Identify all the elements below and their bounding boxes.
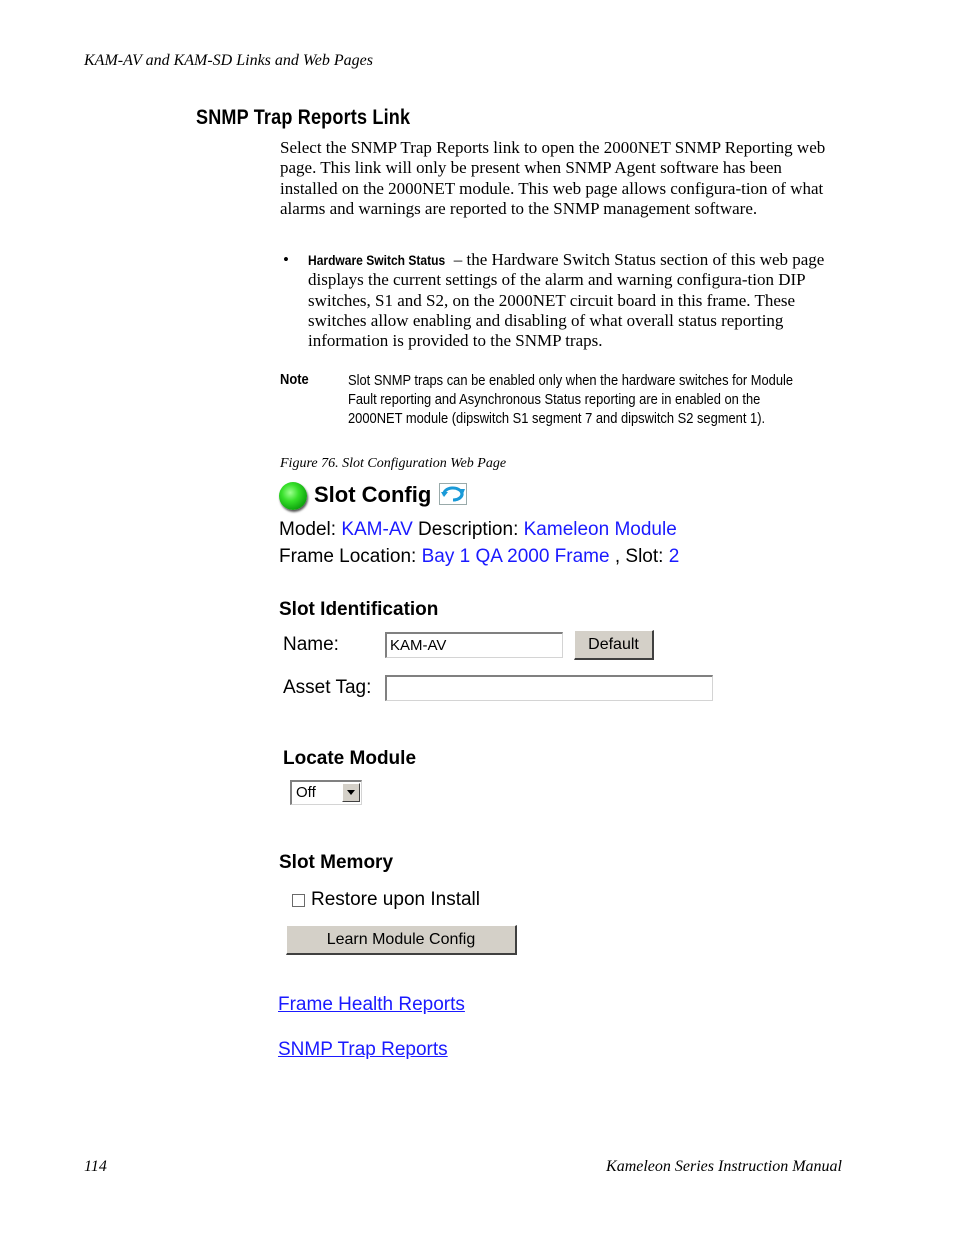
chevron-down-icon[interactable] — [342, 783, 360, 802]
frame-location-label: Frame Location: — [279, 546, 422, 567]
manual-title: Kameleon Series Instruction Manual — [606, 1158, 842, 1175]
note-label: Note — [280, 371, 309, 388]
model-value[interactable]: KAM-AV — [341, 519, 413, 540]
name-input[interactable] — [385, 632, 563, 658]
locate-module-selected: Off — [296, 784, 316, 801]
description-value[interactable]: Kameleon Module — [523, 519, 677, 540]
bullet-paragraph — [308, 250, 844, 351]
locate-module-heading: Locate Module — [283, 748, 417, 769]
figure-caption: Figure 76. Slot Configuration Web Page — [280, 456, 507, 471]
frame-location-line — [279, 546, 679, 568]
intro-paragraph: Select the SNMP Trap Reports link to open the 2000NET SNMP Reporting web page. This link will only be present when SNMP Agent software has been installed on the 2000NET module. This web page allows configura-tion of what alarms and warnings are reported to the SNMP management software. — [280, 138, 826, 218]
name-label: Name: — [283, 634, 339, 655]
model-label: Model: — [279, 519, 342, 540]
model-description-line — [279, 519, 677, 541]
restore-upon-install-checkbox[interactable] — [292, 894, 305, 907]
bullet-text: – the Hardware Switch Status section of this web page displays the current settings of the alarm and warning configura-tion DIP switches, S1 and S2, on the 2000NET circuit board in this frame. These switches allow enabling and disabling of what overall status reporting information is provided to the SNMP traps. — [308, 250, 825, 351]
page-number: 114 — [84, 1158, 107, 1175]
running-head: KAM-AV and KAM-SD Links and Web Pages — [84, 52, 373, 69]
frame-health-reports-link[interactable]: Frame Health Reports — [278, 994, 465, 1015]
bullet-runin-heading: Hardware Switch Status — [308, 252, 446, 268]
section-title: SNMP Trap Reports Link — [196, 106, 411, 129]
refresh-icon[interactable] — [439, 483, 467, 510]
note-text: Slot SNMP traps can be enabled only when the hardware switches for Module Fault reporting and Asynchronous Status reporting are in enabled on the 2000NET module (dipswitch S1 segment 7 and dipswitch S2 segment 1). — [348, 372, 794, 427]
bullet-marker: • — [283, 250, 289, 269]
snmp-trap-reports-link[interactable]: SNMP Trap Reports — [278, 1039, 448, 1060]
default-button[interactable]: Default — [574, 630, 654, 660]
slot-identification-heading: Slot Identification — [279, 599, 439, 620]
learn-module-config-button[interactable]: Learn Module Config — [286, 925, 517, 955]
slot-memory-heading: Slot Memory — [279, 852, 394, 873]
asset-tag-label: Asset Tag: — [283, 677, 372, 698]
description-label: Description: — [412, 519, 524, 540]
status-led-icon — [279, 482, 307, 510]
slot-value[interactable]: 2 — [668, 546, 680, 567]
frame-location-value[interactable]: Bay 1 QA 2000 Frame — [421, 546, 610, 567]
restore-upon-install-label: Restore upon Install — [311, 889, 480, 910]
asset-tag-input[interactable] — [385, 675, 713, 701]
locate-module-select[interactable] — [290, 780, 362, 805]
web-page-title: Slot Config — [314, 482, 432, 507]
slot-label: , Slot: — [609, 546, 669, 567]
